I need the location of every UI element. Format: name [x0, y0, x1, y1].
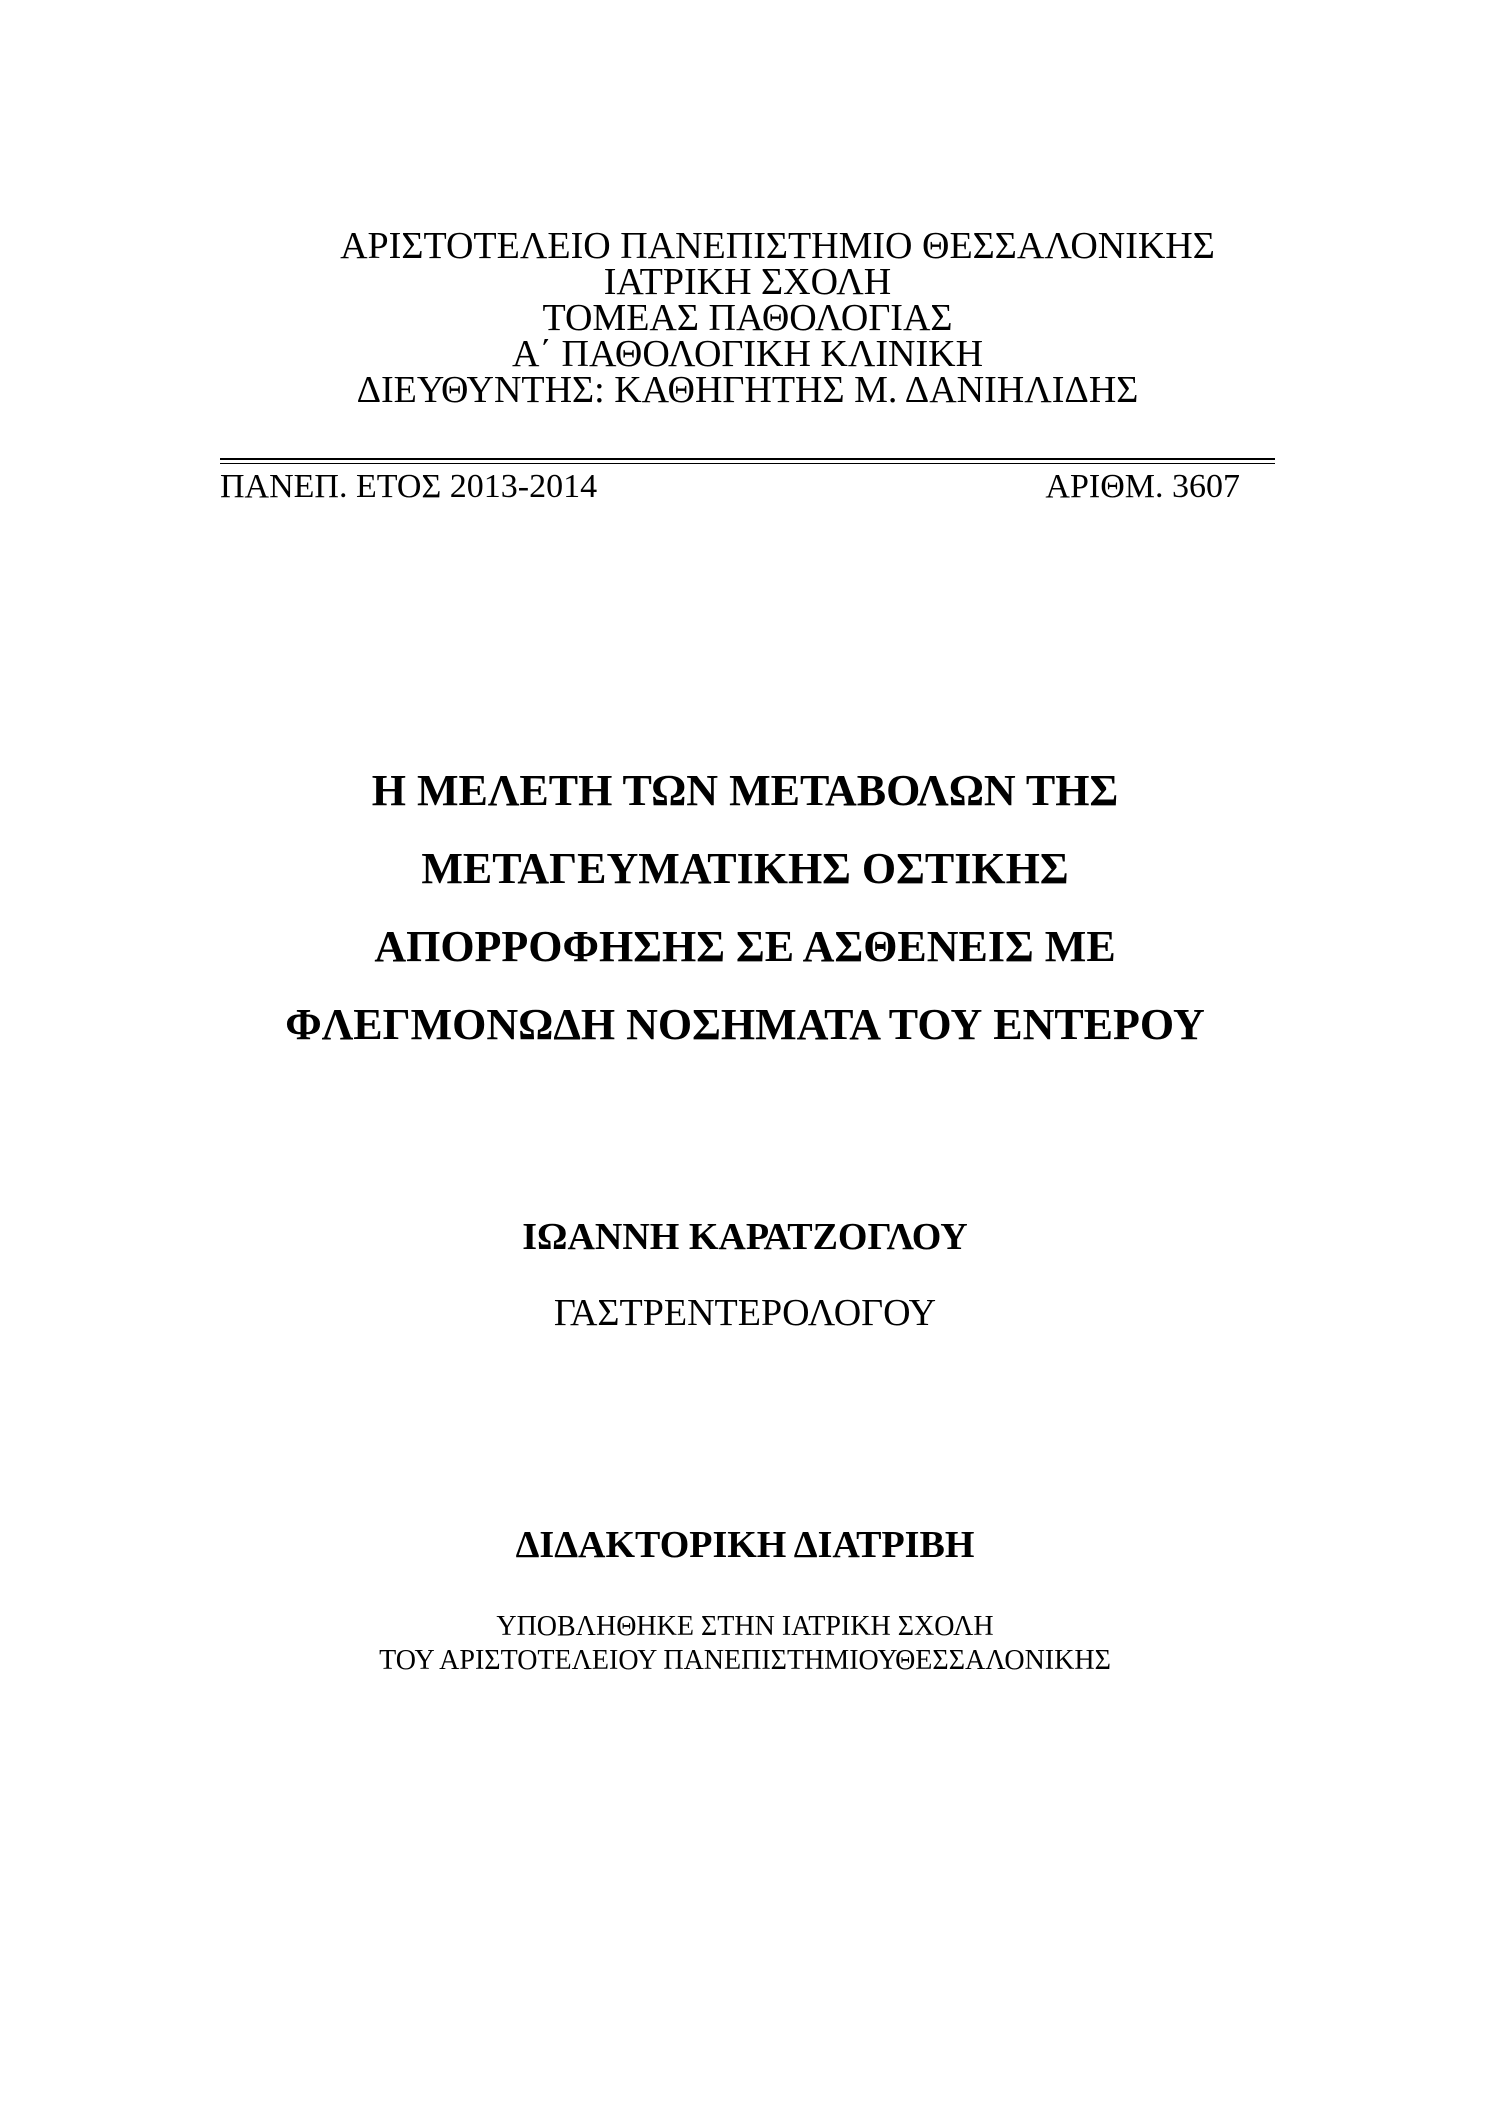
thesis-title [180, 752, 1310, 1064]
title-line: Η ΜΕΛΕΤΗ ΤΩΝ ΜΕΤΑΒΟΛΩΝ ΤΗΣ [371, 766, 1119, 815]
author-name: ΙΩΑΝΝΗ ΚΑΡΑΤΖΟΓΛΟΥ [522, 1216, 968, 1258]
school-name: ΙΑΤΡΙΚΗ ΣΧΟΛΗ [603, 261, 892, 303]
meta-row [220, 468, 1240, 506]
author-role: ΓΑΣΤΡΕΝΤΕΡΟΛΟΓΟΥ [553, 1292, 937, 1334]
title-line: ΜΕΤΑΓΕΥΜΑΤΙΚΗΣ ΟΣΤΙΚΗΣ [421, 844, 1069, 893]
director-line: ΔΙΕΥΘΥΝΤΗΣ: ΚΑΘΗΓΗΤΗΣ Μ. ΔΑΝΙΗΛΙΔΗΣ [356, 369, 1139, 411]
thesis-type: ΔΙΔΑΚΤΟΡΙΚΗ ΔΙΑΤΡΙΒΗ [515, 1524, 975, 1566]
document-number: ΑΡΙΘΜ. 3607 [1045, 468, 1240, 505]
department-name: ΤΟΜΕΑΣ ΠΑΘΟΛΟΓΙΑΣ [542, 297, 953, 339]
title-line: ΦΛΕΓΜΟΝΩΔΗ ΝΟΣΗΜΑΤΑ ΤΟΥ ΕΝΤΕΡΟΥ [285, 1000, 1205, 1049]
submission-statement [180, 1610, 1310, 1678]
clinic-name: Α΄ ΠΑΘΟΛΟΓΙΚΗ ΚΛΙΝΙΚΗ [511, 333, 984, 375]
submission-line: ΤΟΥ ΑΡΙΣΤΟΤΕΛΕΙΟΥ ΠΑΝΕΠΙΣΤΗΜΙΟΥΘΕΣΣΑΛΟΝΙΚΗΣ [379, 1645, 1111, 1676]
title-line: ΑΠΟΡΡΟΦΗΣΗΣ ΣΕ ΑΣΘΕΝΕΙΣ ΜΕ [374, 922, 1116, 971]
header-divider [220, 458, 1275, 464]
academic-year: ΠΑΝΕΠ. ΕΤΟΣ 2013-2014 [220, 468, 598, 505]
submission-line: ΥΠΟΒΛΗΘΗΚΕ ΣΤΗΝ ΙΑΤΡΙΚΗ ΣΧΟΛΗ [496, 1611, 994, 1642]
university-name: ΑΡΙΣΤΟΤΕΛΕΙΟ ΠΑΝΕΠΙΣΤΗΜΙΟ ΘΕΣΣΑΛΟΝΙΚΗΣ [340, 225, 1215, 267]
institution-header [220, 225, 1275, 411]
